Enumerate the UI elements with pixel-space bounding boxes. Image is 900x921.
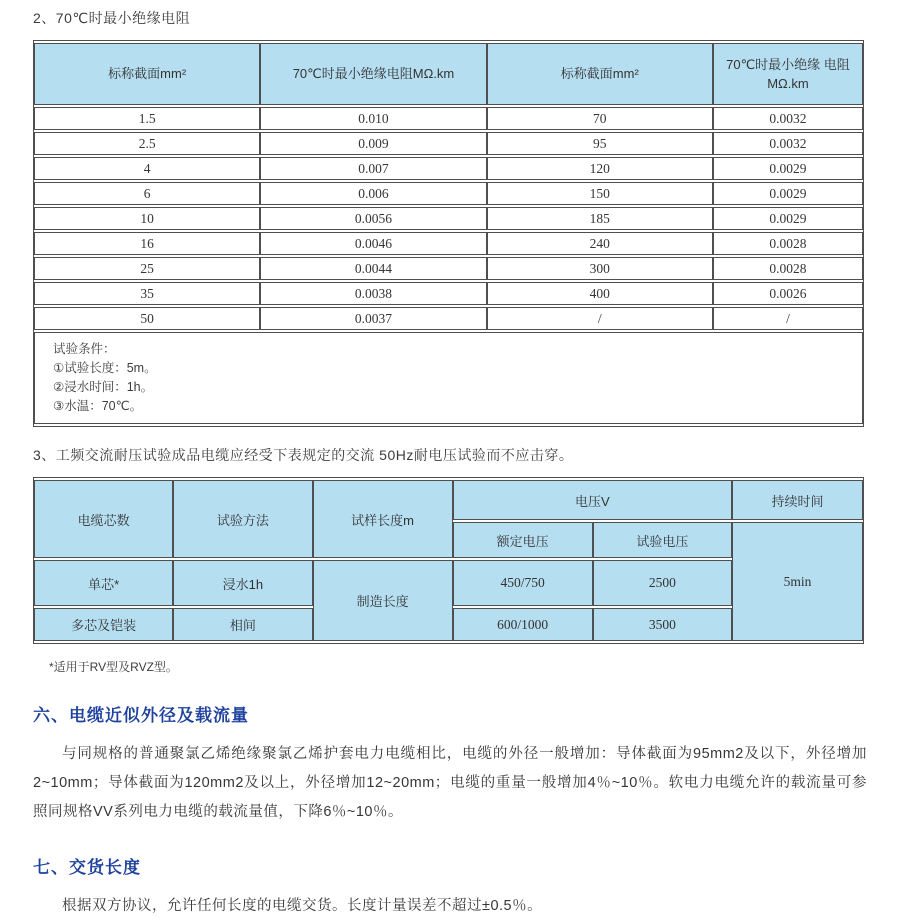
table1-cell: 50: [34, 307, 260, 330]
table2-length-value: 制造长度: [313, 560, 453, 641]
table2-rated-voltage-1: 450/750: [453, 560, 593, 606]
table1-cell: 0.0032: [713, 107, 863, 130]
table2-method-phase: 相间: [173, 608, 312, 641]
table1-cell: /: [713, 307, 863, 330]
table1-cell: 150: [487, 182, 713, 205]
table-row: [34, 132, 863, 155]
table1-cell: 0.0038: [260, 282, 486, 305]
test-condition-item: ③水温：70℃。: [53, 399, 143, 413]
table2-method-immersion: 浸水1h: [173, 560, 312, 606]
section6-heading: 六、电缆近似外径及载流量: [33, 706, 249, 725]
table-row: [34, 182, 863, 205]
section7-paragraph: 根据双方协议，允许任何长度的电缆交货。长度计量误差不超过±0.5％。: [62, 898, 543, 914]
table1-cell: 35: [34, 282, 260, 305]
table1-header-resistance2: 70℃时最小绝缘 电阻MΩ.km: [713, 43, 863, 105]
table-row: [34, 307, 863, 330]
table1-cell: 400: [487, 282, 713, 305]
table1-cell: 0.0032: [713, 132, 863, 155]
table1-cell: 0.0026: [713, 282, 863, 305]
table1-header-resistance1: 70℃时最小绝缘电阻MΩ.km: [260, 43, 486, 105]
section6-paragraph: 与同规格的普通聚氯乙烯绝缘聚氯乙烯护套电力电缆相比，电缆的外径一般增加：导体截面为95mm2及以下，外径增加2~10mm；导体截面为120mm2及以上，外径增加12~20mm；电缆的重量一般增加4％~10％。软电力电缆允许的载流量可参照同规格VV系列电力电缆的载流量值，下降6％~10％。: [33, 746, 867, 820]
table1-cell: 185: [487, 207, 713, 230]
table1-cell: 0.0028: [713, 232, 863, 255]
table-row: [34, 232, 863, 255]
table-row: [34, 282, 863, 305]
table1-cell: 0.010: [260, 107, 486, 130]
table1-cell: 0.006: [260, 182, 486, 205]
table1-cell: 25: [34, 257, 260, 280]
table2-header-method: 试验方法: [173, 480, 312, 558]
section3-text: 3、工频交流耐压试验成品电缆应经受下表规定的交流 50Hz耐电压试验而不应击穿。: [33, 447, 574, 463]
voltage-test-table: [33, 477, 864, 644]
section2-title: 2、70℃时最小绝缘电阻: [33, 10, 191, 26]
table-row: [34, 107, 863, 130]
table1-header-section1: 标称截面mm²: [34, 43, 260, 105]
table1-cell: 10: [34, 207, 260, 230]
table1-cell: 2.5: [34, 132, 260, 155]
table1-cell: 0.007: [260, 157, 486, 180]
table2-duration-value: 5min: [732, 522, 863, 641]
table1-cell: 16: [34, 232, 260, 255]
table1-cell: 0.0029: [713, 207, 863, 230]
table2-header-sample-length: 试样长度m: [313, 480, 453, 558]
table2-header-duration: 持续时间: [732, 480, 863, 520]
table2-header-rated-voltage: 额定电压: [453, 522, 593, 558]
table2-header-row-1: [34, 480, 863, 520]
insulation-resistance-table: [33, 40, 864, 427]
table-row: [34, 257, 863, 280]
table1-cell: 0.0044: [260, 257, 486, 280]
section7-heading: 七、交货长度: [33, 858, 141, 877]
table2-test-voltage-2: 3500: [593, 608, 732, 641]
table2-core-single: 单芯*: [34, 560, 173, 606]
table2-header-voltage: 电压V: [453, 480, 732, 520]
table1-header-row: [34, 43, 863, 105]
table1-cell: 6: [34, 182, 260, 205]
table1-cell: 0.0056: [260, 207, 486, 230]
table1-cell: 0.0029: [713, 157, 863, 180]
table1-cell: 0.009: [260, 132, 486, 155]
table2-rated-voltage-2: 600/1000: [453, 608, 593, 641]
table1-test-conditions: [34, 332, 863, 424]
test-condition-item: ②浸水时间：1h。: [53, 380, 154, 394]
table2-footnote: *适用于RV型及RVZ型。: [49, 660, 178, 674]
table-row: [34, 207, 863, 230]
table1-cell: 240: [487, 232, 713, 255]
table2-test-voltage-1: 2500: [593, 560, 732, 606]
table2-header-test-voltage: 试验电压: [593, 522, 732, 558]
table1-notes-row: [34, 332, 863, 424]
table1-cell: 0.0037: [260, 307, 486, 330]
table1-header-section2: 标称截面mm²: [487, 43, 713, 105]
table1-cell: /: [487, 307, 713, 330]
table1-cell: 300: [487, 257, 713, 280]
table1-cell: 95: [487, 132, 713, 155]
table1-cell: 70: [487, 107, 713, 130]
test-conditions-title: 试验条件：: [53, 342, 116, 356]
table1-cell: 4: [34, 157, 260, 180]
table1-cell: 120: [487, 157, 713, 180]
table2-core-multi: 多芯及铠装: [34, 608, 173, 641]
test-condition-item: ①试验长度：5m。: [53, 361, 157, 375]
table2-header-cores: 电缆芯数: [34, 480, 173, 558]
table1-cell: 0.0028: [713, 257, 863, 280]
table1-cell: 0.0029: [713, 182, 863, 205]
table1-cell: 1.5: [34, 107, 260, 130]
table-row: [34, 157, 863, 180]
table1-cell: 0.0046: [260, 232, 486, 255]
